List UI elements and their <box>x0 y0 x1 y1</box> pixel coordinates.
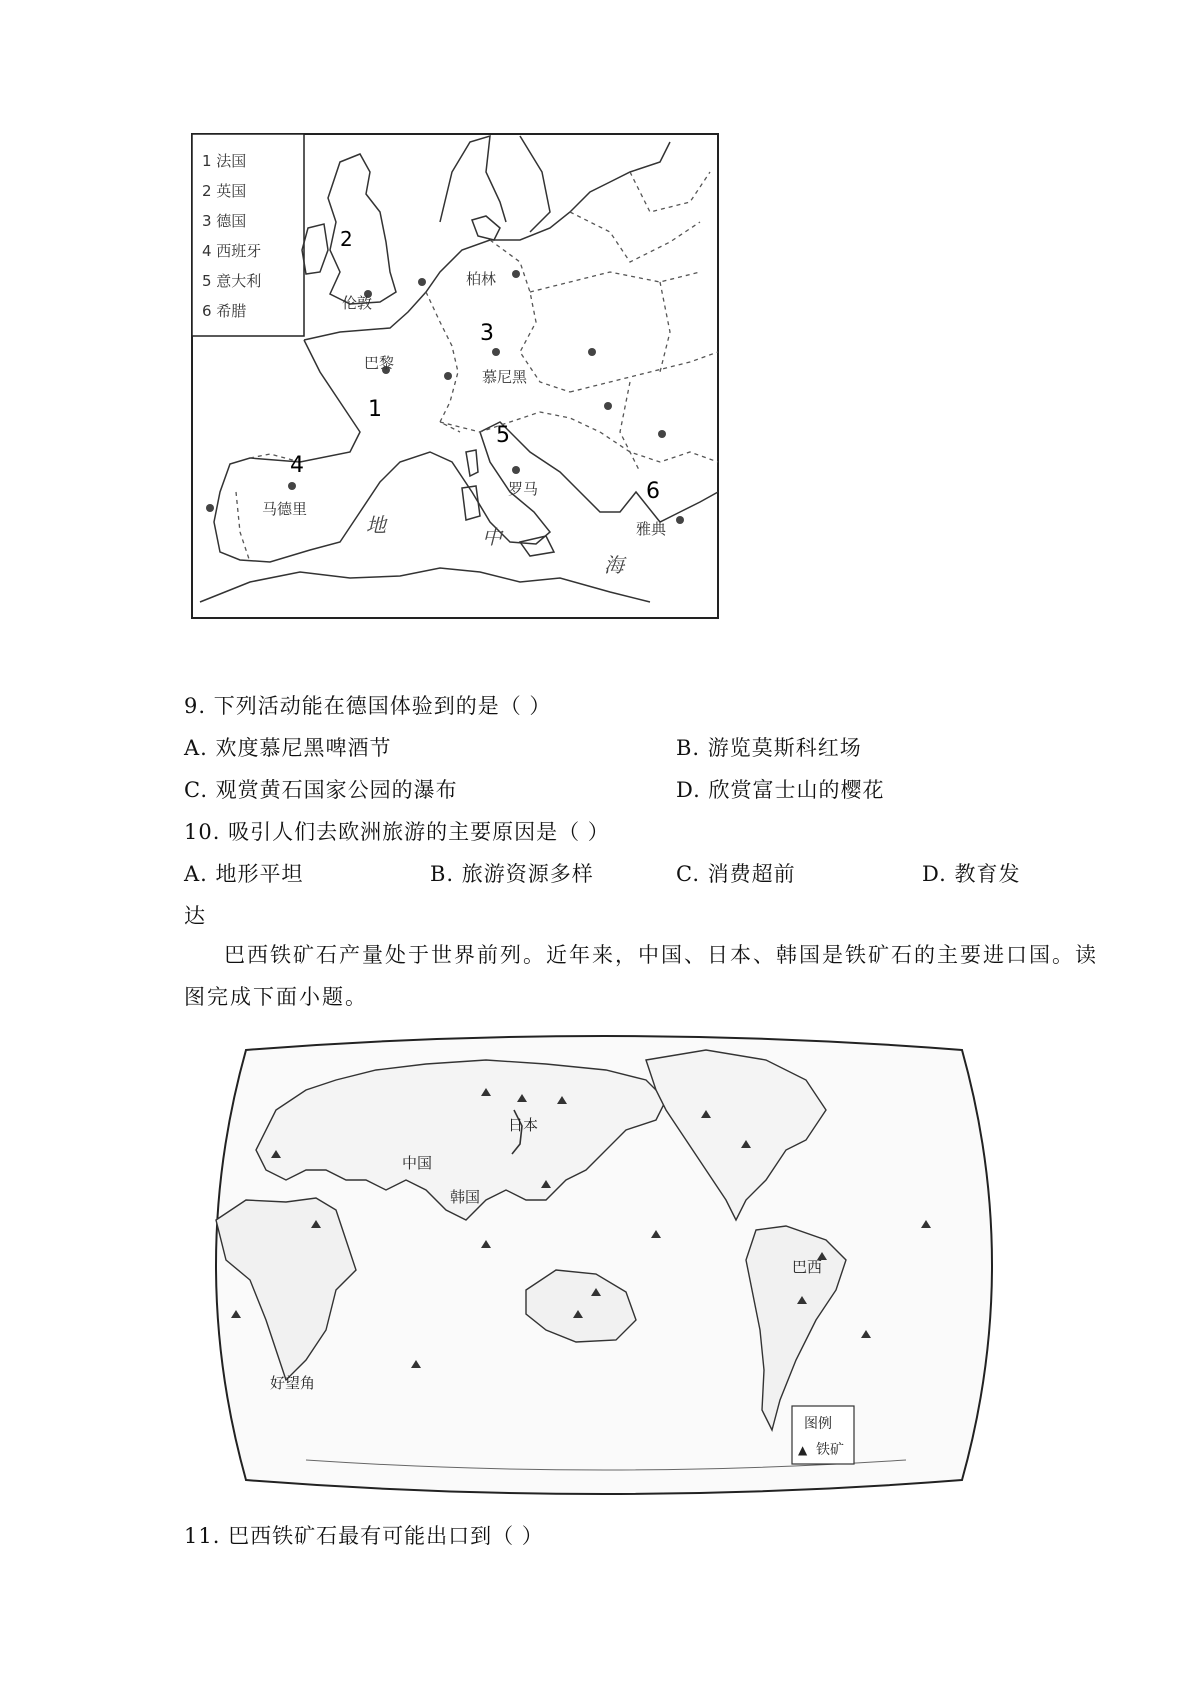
question-11-stem: 11. 巴西铁矿石最有可能出口到（ ） <box>184 1524 544 1548</box>
label-korea: 韩国 <box>450 1188 481 1206</box>
question-9-stem: 9. 下列活动能在德国体验到的是（ ） <box>184 694 552 718</box>
world-map-legend <box>792 1406 854 1464</box>
question-10-stem: 10. 吸引人们去欧洲旅游的主要原因是（ ） <box>184 820 610 844</box>
country-number-greece: 6 <box>646 479 660 504</box>
legend-entry: 2 英国 <box>202 182 247 200</box>
city-london: 伦敦 <box>342 294 373 312</box>
label-japan: 日本 <box>508 1116 539 1134</box>
question-9-option-b[interactable]: B. 游览莫斯科红场 <box>676 736 862 760</box>
question-9-option-c[interactable]: C. 观赏黄石国家公园的瀑布 <box>184 778 458 802</box>
question-9-option-d[interactable]: D. 欣赏富士山的樱花 <box>676 778 885 802</box>
sea-label: 地 <box>366 513 386 537</box>
sea-label: 海 <box>604 553 624 577</box>
legend-entry: 4 西班牙 <box>202 242 262 260</box>
europe-map <box>190 132 720 620</box>
country-number-britain: 2 <box>340 227 353 251</box>
question-10-option-a[interactable]: A. 地形平坦 <box>184 862 304 886</box>
country-number-france: 1 <box>368 397 382 422</box>
legend-entry: 6 希腊 <box>202 302 247 320</box>
country-number-italy: 5 <box>496 423 510 448</box>
label-china: 中国 <box>402 1154 433 1172</box>
legend-symbol: ▲ <box>798 1443 808 1457</box>
country-number-germany: 3 <box>480 321 494 346</box>
legend-title: 图例 <box>804 1416 832 1432</box>
intro-paragraph-line1: 巴西铁矿石产量处于世界前列。近年来，中国、日本、韩国是铁矿石的主要进口国。读 <box>224 943 1098 967</box>
question-10-option-c[interactable]: C. 消费超前 <box>676 862 796 886</box>
label-cape-of-good-hope: 好望角 <box>270 1374 316 1392</box>
legend-entry: 3 德国 <box>202 212 247 230</box>
city-paris: 巴黎 <box>364 354 395 372</box>
city-berlin: 柏林 <box>466 270 497 288</box>
country-number-spain: 4 <box>290 453 304 478</box>
sea-label: 中 <box>482 525 502 549</box>
question-10-option-b[interactable]: B. 旅游资源多样 <box>430 862 594 886</box>
intro-paragraph-line2: 图完成下面小题。 <box>184 985 368 1009</box>
question-10-option-d-wrap: 达 <box>184 904 206 928</box>
question-9-option-a[interactable]: A. 欢度慕尼黑啤酒节 <box>184 736 392 760</box>
city-madrid: 马德里 <box>262 500 308 518</box>
city-rome: 罗马 <box>508 480 539 498</box>
question-10-option-d[interactable]: D. 教育发 <box>922 862 1021 886</box>
city-munich: 慕尼黑 <box>482 368 528 386</box>
legend-entry: 1 法国 <box>202 152 247 170</box>
world-map <box>186 1030 1022 1500</box>
legend-entry: 5 意大利 <box>202 272 262 290</box>
city-athens: 雅典 <box>636 520 667 538</box>
label-brazil: 巴西 <box>792 1258 823 1276</box>
legend-item: 铁矿 <box>816 1442 844 1458</box>
